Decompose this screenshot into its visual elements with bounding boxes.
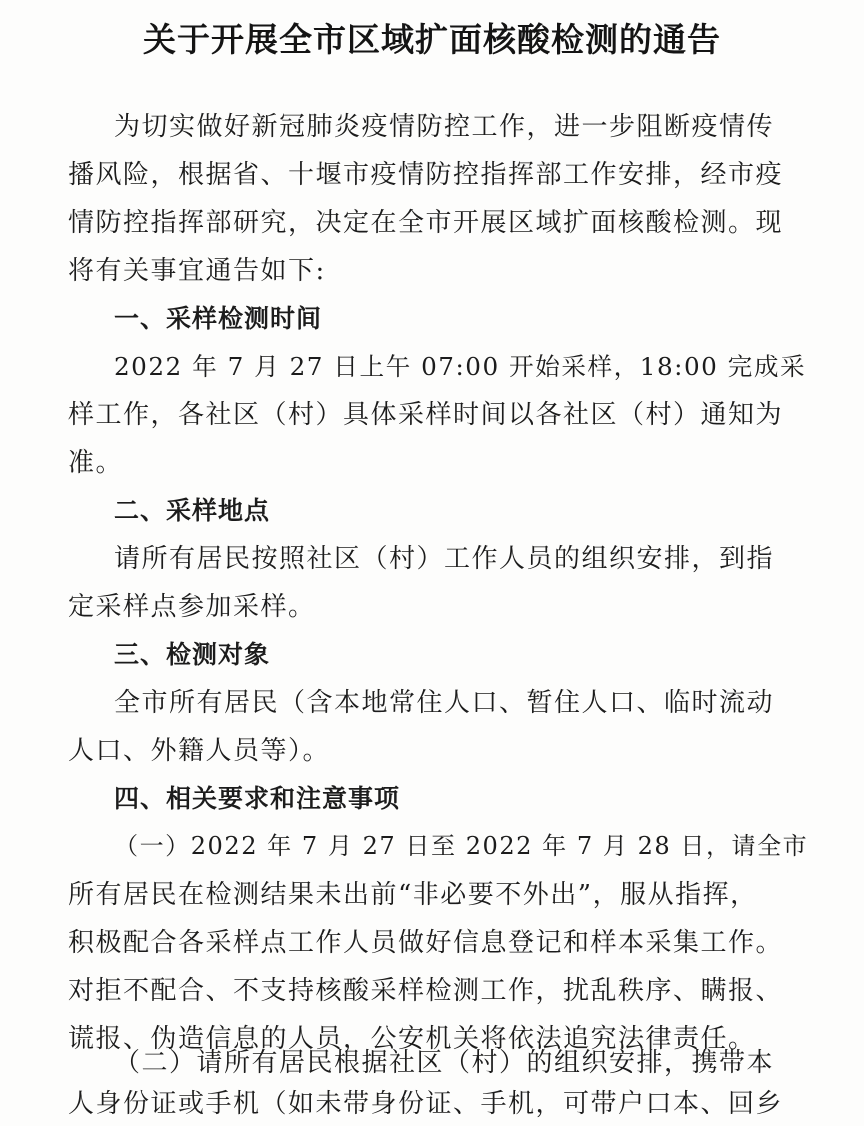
paragraph-line: 所有居民在检测结果未出前“非必要不外出”，服从指挥， [68, 880, 758, 910]
section-heading: 二、采样地点 [114, 496, 271, 525]
paragraph-line: 人身份证或手机（如未带身份证、手机，可带户口本、回乡 [68, 1089, 784, 1119]
paragraph-line: 准。 [68, 448, 124, 478]
paragraph-line: 为切实做好新冠肺炎疫情防控工作，进一步阻断疫情传 [114, 112, 775, 142]
paragraph-line: 2022 年 7 月 27 日上午 07:00 开始采样，18:00 完成采 [114, 352, 807, 381]
paragraph-line: （一）2022 年 7 月 27 日至 2022 年 7 月 28 日，请全市 [114, 832, 809, 860]
paragraph-line: 播风险，根据省、十堰市疫情防控指挥部工作安排，经市疫 [68, 160, 784, 190]
paragraph-line: （二）请所有居民根据社区（村）的组织安排，携带本 [114, 1048, 775, 1078]
paragraph-line: 全市所有居民（含本地常住人口、暂住人口、临时流动 [114, 688, 775, 718]
paragraph-line: 对拒不配合、不支持核酸采样检测工作，扰乱秩序、瞒报、 [68, 976, 784, 1006]
paragraph-line: 定采样点参加采样。 [68, 592, 316, 622]
section-heading: 四、相关要求和注意事项 [114, 784, 401, 813]
document-title: 关于开展全市区域扩面核酸检测的通告 [143, 20, 721, 59]
paragraph-line: 样工作，各社区（村）具体采样时间以各社区（村）通知为 [68, 400, 784, 430]
paragraph-line: 人口、外籍人员等）。 [68, 736, 331, 766]
section-heading: 三、检测对象 [114, 640, 271, 669]
section-heading: 一、采样检测时间 [114, 304, 323, 333]
paragraph-line: 请所有居民按照社区（村）工作人员的组织安排，到指 [114, 544, 775, 574]
paragraph-line: 谎报、伪造信息的人员，公安机关将依法追究法律责任。 [68, 1024, 756, 1054]
paragraph-line: 情防控指挥部研究，决定在全市开展区域扩面核酸检测。现 [68, 208, 784, 238]
paragraph-line: 将有关事宜通告如下: [68, 256, 326, 286]
paragraph-line: 积极配合各采样点工作人员做好信息登记和样本采集工作。 [68, 928, 784, 958]
